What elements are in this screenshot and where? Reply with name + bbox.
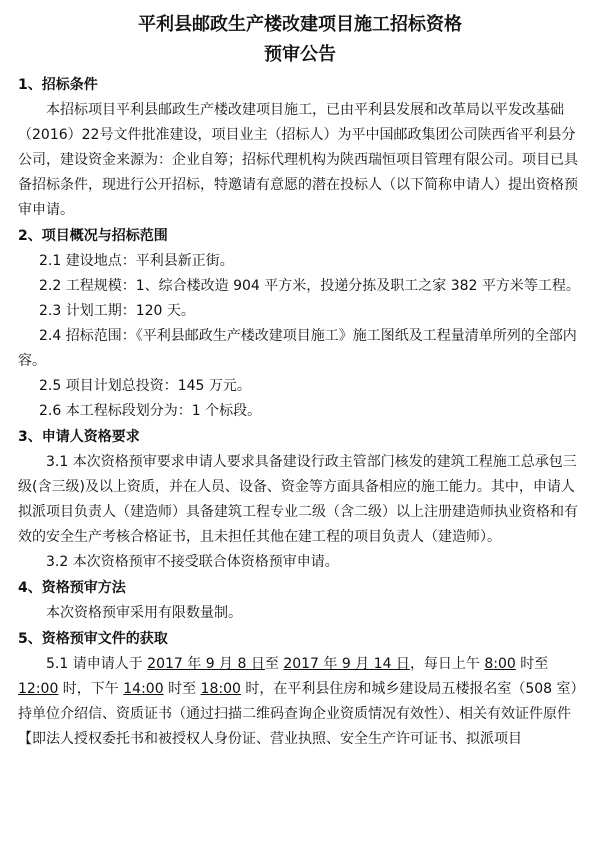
document-title-line1: 平利县邮政生产楼改建项目施工招标资格 <box>138 14 462 35</box>
s51-text-g: 时，在平利县住房和城乡建设局五楼报名室（508 室）持单位介绍信、资质证书（通过扫描二维码查询企业资质情况有效性）、相关有效证件原件【即法人授权委托书和被授权人身份证、营业执照、安全生产许可证书、拟派项目 <box>18 681 578 747</box>
s51-text-f: 时至 <box>163 681 201 697</box>
s51-date-start: 2017 年 9 月 8 日 <box>147 656 265 672</box>
section-5-1 <box>18 652 582 752</box>
section-5-heading: 5、资格预审文件的获取 <box>18 631 168 647</box>
s51-text-d: 时至 <box>515 656 549 672</box>
section-4-paragraph: 本次资格预审采用有限数量制。 <box>46 605 242 621</box>
section-2-6: 2.6 本工程标段划分为：1 个标段。 <box>39 403 262 419</box>
s51-text-c: ，每日上午 <box>409 656 485 672</box>
s51-text-a: 5.1 请申请人于 <box>46 656 148 672</box>
s51-time-2: 12:00 <box>18 681 59 697</box>
section-1-heading: 1、招标条件 <box>18 77 98 93</box>
section-3-2: 3.2 本次资格预审不接受联合体资格预审申请。 <box>46 554 339 570</box>
s51-text-e: 时，下午 <box>58 681 124 697</box>
s51-time-4: 18:00 <box>200 681 241 697</box>
s51-text-b: 至 <box>264 656 284 672</box>
document-title-line2: 预审公告 <box>264 44 336 65</box>
section-2-1: 2.1 建设地点：平利县新正街。 <box>39 253 234 269</box>
section-4-heading: 4、资格预审方法 <box>18 580 126 596</box>
section-2-5: 2.5 项目计划总投资：145 万元。 <box>39 378 251 394</box>
s51-time-3: 14:00 <box>123 681 164 697</box>
section-2-3: 2.3 计划工期：120 天。 <box>39 303 195 319</box>
s51-time-1: 8:00 <box>484 656 516 672</box>
section-3-heading: 3、申请人资格要求 <box>18 429 140 445</box>
section-2-4: 2.4 招标范围：《平利县邮政生产楼改建项目施工》施工图纸及工程量清单所列的全部内容。 <box>18 328 577 369</box>
section-1-paragraph: 本招标项目平利县邮政生产楼改建项目施工，已由平利县发展和改革局以平发改基础（2016）22号文件批准建设，项目业主（招标人）为平中国邮政集团公司陕西省平利县分公司，建设资金来源为：企业自筹；招标代理机构为陕西瑞恒项目管理有限公司。项目已具备招标条件，现进行公开招标，特邀请有意愿的潜在投标人（以下简称申请人）提出资格预审申请。 <box>18 102 578 218</box>
section-3-1: 3.1 本次资格预审要求申请人要求具备建设行政主管部门核发的建筑工程施工总承包三级(含三级)及以上资质，并在人员、设备、资金等方面具备相应的施工能力。其中，申请人拟派项目负责人（建造师）具备建筑工程专业二级（含二级）以上注册建造师执业资格和有效的安全生产考核合格证书，且未担任其他在建工程的项目负责人（建造师）。 <box>18 454 578 545</box>
section-2-heading: 2、项目概况与招标范围 <box>18 228 168 244</box>
s51-date-end: 2017 年 9 月 14 日 <box>283 656 410 672</box>
section-2-2: 2.2 工程规模：1、综合楼改造 904 平方米，投递分拣及职工之家 382 平方米等工程。 <box>39 278 580 294</box>
